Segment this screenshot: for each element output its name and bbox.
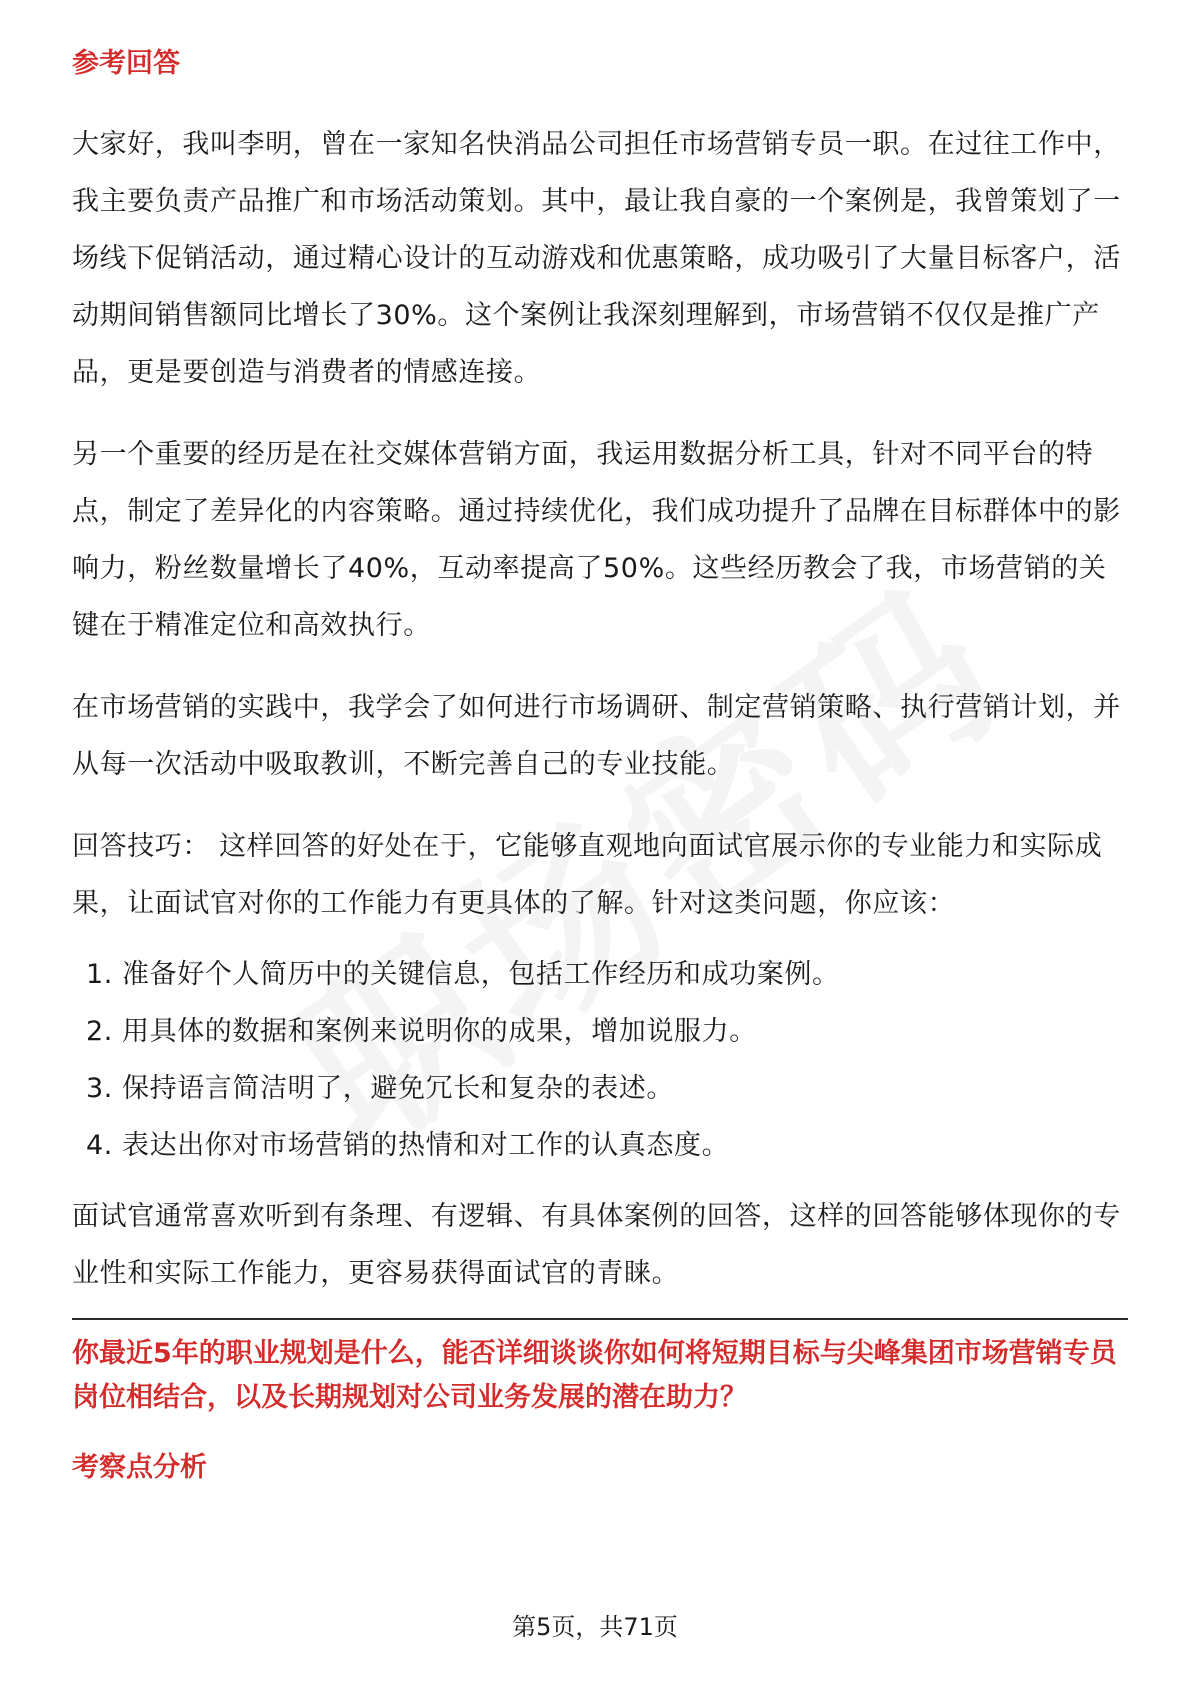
reference-answer-heading: 参考回答 <box>72 48 180 79</box>
list-item-number: 1. <box>86 959 113 990</box>
answer-tips-intro: 回答技巧： 这样回答的好处在于，它能够直观地向面试官展示你的专业能力和实际成果，让面试官对你的工作能力有更具体的了解。针对这类问题，你应该： <box>72 831 1103 919</box>
closing-paragraph: 面试官通常喜欢听到有条理、有逻辑、有具体案例的回答，这样的回答能够体现你的专业性和实际工作能力，更容易获得面试官的青睐。 <box>72 1201 1121 1289</box>
list-item-number: 4. <box>86 1130 113 1161</box>
paragraph-1: 大家好，我叫李明，曾在一家知名快消品公司担任市场营销专员一职。在过往工作中，我主要负责产品推广和市场活动策划。其中，最让我自豪的一个案例是，我曾策划了一场线下促销活动，通过精心设计的互动游戏和优惠策略，成功吸引了大量目标客户，活动期间销售额同比增长了30%。这个案例让我深刻理解到，市场营销不仅仅是推广产品，更是要创造与消费者的情感连接。 <box>72 129 1121 388</box>
section-divider <box>72 1318 1128 1320</box>
analysis-heading: 考察点分析 <box>72 1452 207 1483</box>
list-item <box>72 946 1128 1003</box>
paragraph-3: 在市场营销的实践中，我学会了如何进行市场调研、制定营销策略、执行营销计划，并从每一次活动中吸取教训，不断完善自己的专业技能。 <box>72 692 1121 780</box>
next-question: 你最近5年的职业规划是什么，能否详细谈谈你如何将短期目标与尖峰集团市场营销专员岗位相结合，以及长期规划对公司业务发展的潜在助力？ <box>72 1338 1117 1413</box>
list-item-number: 3. <box>86 1073 113 1104</box>
tips-list <box>72 946 1128 1174</box>
list-item-text: 准备好个人简历中的关键信息，包括工作经历和成功案例。 <box>122 959 840 990</box>
list-item <box>72 1003 1128 1060</box>
list-item-text: 表达出你对市场营销的热情和对工作的认真态度。 <box>122 1130 730 1161</box>
answer-content <box>72 44 1128 1302</box>
list-item-text: 用具体的数据和案例来说明你的成果，增加说服力。 <box>122 1016 757 1047</box>
page-number: 第5页，共71页 <box>512 1613 678 1641</box>
list-item <box>72 1060 1128 1117</box>
list-item-number: 2. <box>86 1016 113 1047</box>
paragraph-2: 另一个重要的经历是在社交媒体营销方面，我运用数据分析工具，针对不同平台的特点，制定了差异化的内容策略。通过持续优化，我们成功提升了品牌在目标群体中的影响力，粉丝数量增长了40%，互动率提高了50%。这些经历教会了我，市场营销的关键在于精准定位和高效执行。 <box>72 439 1121 641</box>
list-item <box>72 1117 1128 1174</box>
list-item-text: 保持语言简洁明了，避免冗长和复杂的表述。 <box>122 1073 674 1104</box>
